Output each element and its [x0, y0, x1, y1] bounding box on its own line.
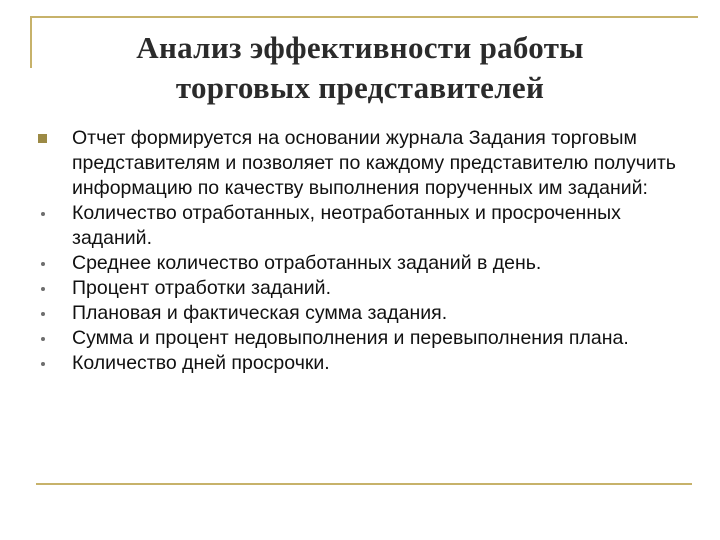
dot-bullet-icon	[41, 287, 45, 291]
dot-bullet-icon	[41, 312, 45, 316]
dot-bullet-icon	[41, 212, 45, 216]
list-item-text: Отчет формируется на основании журнала Задания торговым представителям и позволяет по каждому представителю получить информацию по качеству выполнения порученных им заданий:	[72, 127, 676, 199]
list-item	[36, 251, 686, 276]
list-item	[36, 301, 686, 326]
dot-bullet-icon	[41, 362, 45, 366]
list-item-text: Сумма и процент недовыполнения и перевыполнения плана.	[72, 327, 629, 349]
slide-title-line-2: торговых представителей	[175, 70, 545, 105]
frame-bottom-line	[36, 483, 692, 485]
list-item	[36, 351, 686, 376]
list-item-text: Количество дней просрочки.	[72, 352, 330, 374]
bullet-list	[36, 126, 686, 376]
list-item	[36, 201, 686, 251]
frame-top-line	[30, 16, 698, 18]
list-item	[36, 126, 686, 201]
list-item-text: Плановая и фактическая сумма задания.	[72, 302, 448, 324]
slide-title	[40, 28, 680, 108]
square-bullet-icon	[38, 134, 47, 143]
list-item-text: Среднее количество отработанных заданий в день.	[72, 252, 542, 274]
frame-left-line	[30, 16, 32, 68]
dot-bullet-icon	[41, 262, 45, 266]
list-item-text: Количество отработанных, неотработанных и просроченных заданий.	[72, 202, 621, 249]
list-item	[36, 276, 686, 301]
dot-bullet-icon	[41, 337, 45, 341]
list-item	[36, 326, 686, 351]
slide-title-line-1: Анализ эффективности работы	[136, 30, 584, 65]
list-item-text: Процент отработки заданий.	[72, 277, 331, 299]
